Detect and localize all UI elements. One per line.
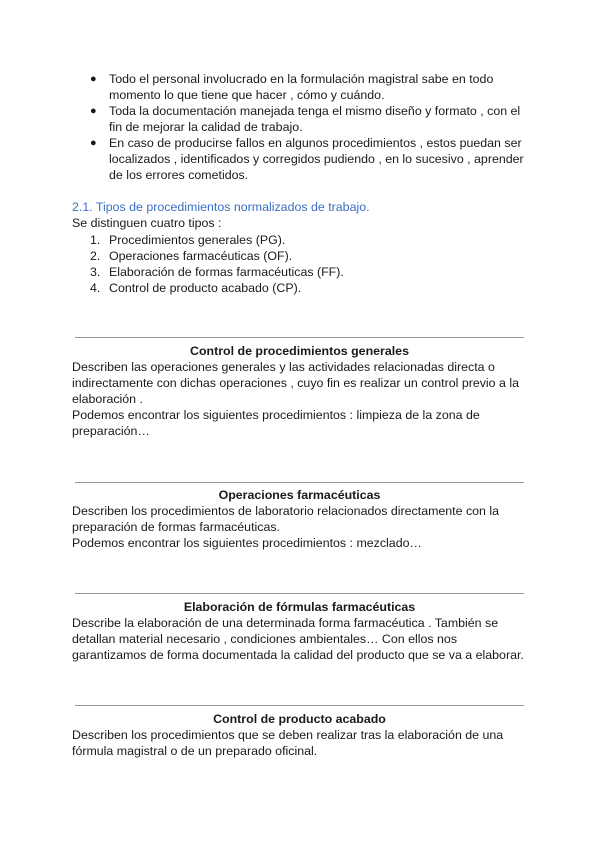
section-paragraph: Describen las operaciones generales y las actividades relacionadas directa o indirectamente con dichas operaciones , cuyo fin es realizar un control previo a la elaboración . xyxy=(72,360,519,406)
list-item xyxy=(90,232,344,248)
section-title: Operaciones farmacéuticas xyxy=(218,488,381,502)
section-subheading: 2.1. Tipos de procedimientos normalizados de trabajo. xyxy=(72,200,370,214)
bullet-text: En caso de producirse fallos en algunos procedimientos , estos puedan ser localizados , identificados y corregidos pudiendo , en lo sucesivo , aprender de los errores cometidos. xyxy=(109,136,524,182)
bullet-dot-icon: ● xyxy=(90,73,97,85)
section-divider xyxy=(75,482,524,483)
list-item-text: Elaboración de formas farmacéuticas (FF). xyxy=(109,265,344,279)
bullet-item xyxy=(90,135,535,183)
list-item-text: Operaciones farmacéuticas (OF). xyxy=(109,249,293,263)
section-paragraph: Describe la elaboración de una determinada forma farmacéutica . También se detallan material necesario , condiciones ambientales… Con ellos nos garantizamos de forma documentada la calidad del producto que se va a elaborar. xyxy=(72,616,524,662)
list-number: 2. xyxy=(90,249,101,263)
list-item-text: Procedimientos generales (PG). xyxy=(109,233,286,247)
section-body xyxy=(72,615,527,663)
list-number: 3. xyxy=(90,265,101,279)
list-item-text: Control de producto acabado (CP). xyxy=(109,281,302,295)
list-item xyxy=(90,264,344,280)
section-divider xyxy=(75,593,524,594)
section-divider xyxy=(75,705,524,706)
list-item xyxy=(90,248,344,264)
section-paragraph: Podemos encontrar los siguientes procedimientos : mezclado… xyxy=(72,536,422,550)
bullet-dot-icon: ● xyxy=(90,105,97,117)
section-paragraph: Describen los procedimientos de laboratorio relacionados directamente con la preparación de formas farmacéuticas. xyxy=(72,504,500,534)
bullet-dot-icon: ● xyxy=(90,137,97,149)
objectives-bullet-list xyxy=(90,71,535,183)
section-title: Elaboración de fórmulas farmacéuticas xyxy=(183,600,416,614)
section-body xyxy=(72,503,527,551)
section-title: Control de procedimientos generales xyxy=(190,344,409,358)
bullet-text: Todo el personal involucrado en la formulación magistral sabe en todo momento lo que tiene que hacer , cómo y cuándo. xyxy=(109,72,494,102)
bullet-item xyxy=(90,103,535,135)
list-number: 4. xyxy=(90,281,101,295)
section-paragraph: Describen los procedimientos que se deben realizar tras la elaboración de una fórmula magistral o de un preparado oficinal. xyxy=(72,728,504,758)
section-paragraph: Podemos encontrar los siguientes procedimientos : limpieza de la zona de preparación… xyxy=(72,408,480,438)
section-body xyxy=(72,727,527,759)
section-title: Control de producto acabado xyxy=(213,712,386,726)
bullet-text: Toda la documentación manejada tenga el mismo diseño y formato , con el fin de mejorar la calidad de trabajo. xyxy=(109,104,521,134)
bullet-item xyxy=(90,71,535,103)
list-item xyxy=(90,280,344,296)
list-number: 1. xyxy=(90,233,101,247)
types-numbered-list xyxy=(90,232,344,296)
section-body xyxy=(72,359,527,439)
section-divider xyxy=(75,337,524,338)
types-intro: Se distinguen cuatro tipos : xyxy=(72,216,222,230)
